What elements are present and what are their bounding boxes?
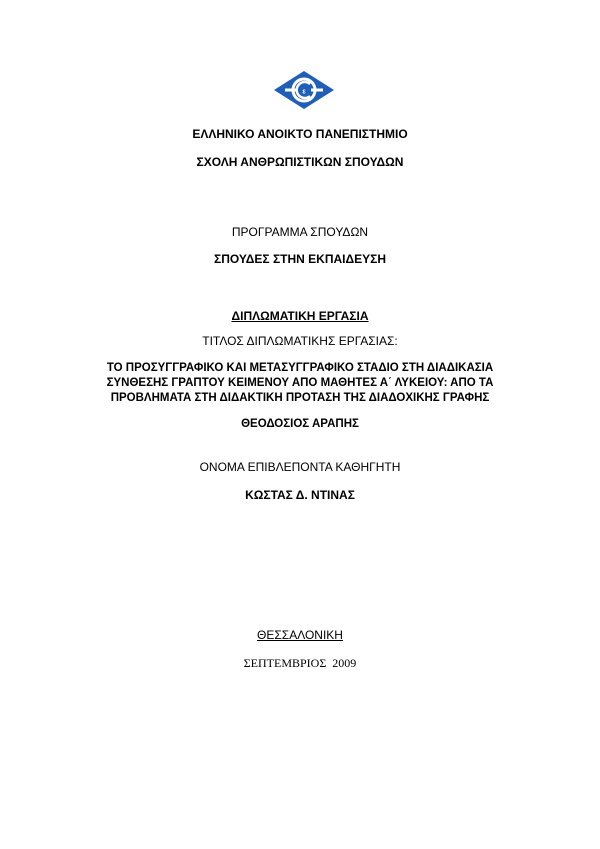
supervisor-name: ΚΩΣΤΑΣ Δ. ΝΤΙΝΑΣ <box>245 488 355 502</box>
svg-text:ε: ε <box>302 88 306 96</box>
university-logo-icon <box>272 70 336 110</box>
program-label: ΠΡΟΓΡΑΜΜΑ ΣΠΟΥΔΩΝ <box>231 225 369 239</box>
author-name: ΘΕΟΔΟΣΙΟΣ ΑΡΑΠΗΣ <box>241 418 359 430</box>
date: ΣΕΠΤΕΜΒΡΙΟΣ 2009 <box>243 656 357 670</box>
university-name: ΕΛΛΗΝΙΚΟ ΑΝΟΙΚΤΟ ΠΑΝΕΠΙΣΤΗΜΙΟ <box>192 127 408 141</box>
thesis-title-line: ΤΟ ΠΡΟΣΥΓΓΡΑΦΙΚΟ ΚΑΙ ΜΕΤΑΣΥΓΓΡΑΦΙΚΟ ΣΤΑΔΙΟ ΣΤΗ ΔΙΑΔΙΚΑΣΙΑ <box>106 362 494 374</box>
thesis-title-line: ΣΥΝΘΕΣΗΣ ΓΡΑΠΤΟΥ ΚΕΙΜΕΝΟΥ ΑΠΟ ΜΑΘΗΤΕΣ Α΄ ΛΥΚΕΙΟΥ: ΑΠΟ ΤΑ <box>106 377 494 389</box>
thesis-heading: ΔΙΠΛΩΜΑΤΙΚΗ ΕΡΓΑΣΙΑ <box>231 309 369 323</box>
thesis-title-line: ΠΡΟΒΛΗΜΑΤΑ ΣΤΗ ΔΙΔΑΚΤΙΚΗ ΠΡΟΤΑΣΗ ΤΗΣ ΔΙΑΔΟΧΙΚΗΣ ΓΡΑΦΗΣ <box>110 392 490 404</box>
supervisor-label: ΟΝΟΜΑ ΕΠΙΒΛΕΠΟΝΤΑ ΚΑΘΗΓΗΤΗ <box>199 460 401 474</box>
thesis-title <box>80 361 520 406</box>
program-name: ΣΠΟΥΔΕΣ ΣΤΗΝ ΕΚΠΑΙΔΕΥΣΗ <box>214 252 386 266</box>
school-name: ΣΧΟΛΗ ΑΝΘΡΩΠΙΣΤΙΚΩΝ ΣΠΟΥΔΩΝ <box>196 155 404 169</box>
thesis-title-label: ΤΙΤΛΟΣ ΔΙΠΛΩΜΑΤΙΚΗΣ ΕΡΓΑΣΙΑΣ: <box>202 334 398 348</box>
city: ΘΕΣΣΑΛΟΝΙΚΗ <box>257 628 343 642</box>
